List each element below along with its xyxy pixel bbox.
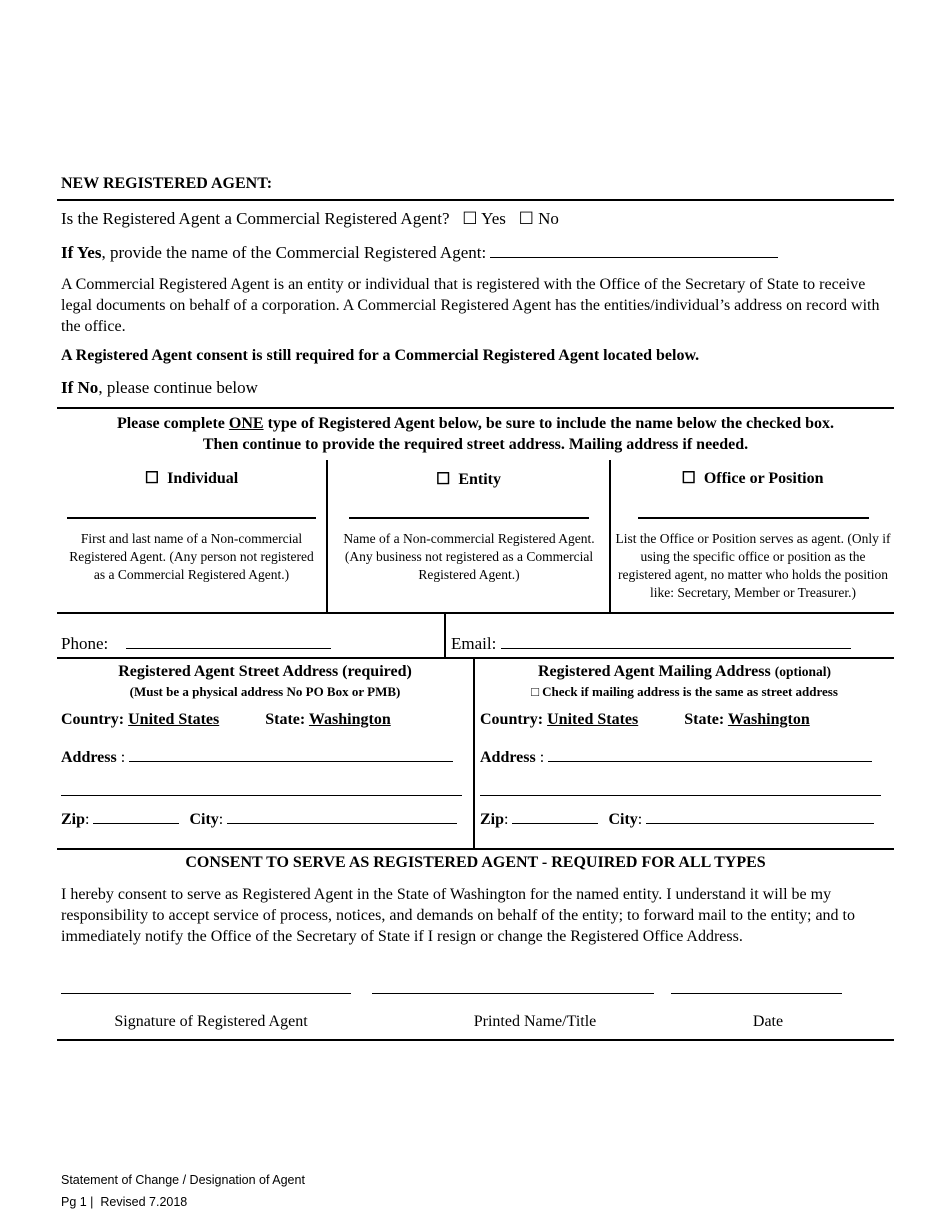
agent-type-office-position[interactable]: [611, 468, 894, 488]
no-label: No: [538, 209, 559, 228]
if-no-bold: If No: [61, 378, 99, 397]
mailing-address-optional: (optional): [774, 664, 831, 679]
mailing-address-title: Registered Agent Mailing Address: [537, 663, 771, 680]
street-address-title: Registered Agent Street Address (required): [118, 663, 412, 680]
mailing-city-label: City: [608, 811, 638, 828]
street-address-line2-field[interactable]: [61, 795, 462, 796]
office-position-checkbox[interactable]: ☐: [681, 470, 696, 487]
mailing-address-label: Address: [480, 749, 536, 766]
instructions-emphasis: ONE: [228, 415, 264, 432]
office-position-label: Office or Position: [703, 470, 824, 487]
commercial-question-text: Is the Registered Agent a Commercial Registered Agent?: [61, 209, 450, 228]
mailing-zip-city-row: Zip: City:: [480, 809, 874, 829]
street-country-state-row: Country: United States State: Washington: [61, 711, 391, 728]
commercial-question: [61, 209, 559, 229]
commercial-agent-description: A Commercial Registered Agent is an entity or individual that is registered with the Office of the Secretary of State to receive legal documents on behalf of a corporation. A Commercial Registered Agent has the entities/individual’s address on record with the office.: [61, 276, 880, 335]
commercial-agent-name-field[interactable]: [490, 243, 778, 258]
mailing-address-title-row: [475, 663, 894, 681]
mailing-same-label: Check if mailing address is the same as street address: [542, 684, 838, 699]
date-field[interactable]: [671, 993, 842, 994]
mailing-country-state-row: Country: United States State: Washington: [480, 711, 810, 728]
street-country-label: Country: [61, 711, 119, 728]
mailing-city-field[interactable]: [646, 809, 874, 824]
street-zip-field[interactable]: [93, 809, 179, 824]
instructions-line2: Then continue to provide the required street address. Mailing address if needed.: [202, 436, 749, 453]
street-zip-label: Zip: [61, 811, 86, 828]
agent-type-entity[interactable]: [328, 469, 609, 489]
mailing-same-row: [475, 684, 894, 700]
mailing-address-row: Address :: [480, 747, 872, 767]
divider: [57, 848, 894, 850]
office-position-description: List the Office or Position serves as agent. (Only if using the specific office or position as the registered agent, no matter who holds the position like: Secretary, Member or Treasurer.): [615, 531, 891, 600]
email-field[interactable]: [501, 634, 851, 649]
signature-field[interactable]: [61, 993, 351, 994]
street-city-field[interactable]: [227, 809, 457, 824]
signature-label: Signature of Registered Agent: [114, 1013, 308, 1030]
divider: [57, 199, 894, 201]
entity-description: Name of a Non-commercial Registered Agent. (Any business not registered as a Commercial Registered Agent.): [343, 531, 595, 582]
instructions: [57, 413, 894, 455]
entity-checkbox[interactable]: ☐: [435, 471, 451, 488]
mailing-zip-field[interactable]: [512, 809, 598, 824]
entity-label: Entity: [458, 471, 501, 488]
street-country-value: United States: [128, 711, 220, 728]
phone-label: Phone:: [61, 634, 109, 653]
office-position-name-field[interactable]: [638, 517, 869, 519]
if-yes-bold: If Yes: [61, 243, 102, 262]
yes-checkbox[interactable]: ☐: [462, 209, 478, 228]
street-zip-city-row: Zip: City:: [61, 809, 457, 829]
divider: [57, 612, 894, 614]
mailing-country-value: United States: [547, 711, 639, 728]
street-state-value: Washington: [308, 711, 391, 728]
if-no-text: , please continue below: [98, 378, 258, 397]
mailing-state-value: Washington: [727, 711, 810, 728]
footer-page: Pg 1 | Revised 7.2018: [61, 1195, 188, 1209]
mailing-country-label: Country: [480, 711, 538, 728]
printed-name-field[interactable]: [372, 993, 654, 994]
phone-field[interactable]: [126, 634, 331, 649]
instructions-line1-pre: Please complete: [116, 415, 229, 432]
printed-name-label: Printed Name/Title: [473, 1013, 597, 1030]
street-address-label: Address: [61, 749, 117, 766]
street-state-label: State: [265, 711, 300, 728]
street-city-label: City: [189, 811, 219, 828]
if-yes-text: , provide the name of the Commercial Registered Agent:: [101, 243, 487, 262]
consent-text: I hereby consent to serve as Registered Agent in the State of Washington for the named entity. I understand it will be my responsibility to accept service of process, notices, and demands on behalf of the entity; to forward mail to the entity; and to immediately notify the Office of the Secretary of State if I resign or change the Registered Office Address.: [61, 886, 855, 945]
individual-label: Individual: [167, 470, 239, 487]
mailing-state-label: State: [684, 711, 719, 728]
street-address-subtitle: (Must be a physical address No PO Box or PMB): [129, 684, 401, 699]
column-divider: [444, 614, 446, 658]
if-no-row: [61, 378, 258, 398]
mailing-zip-label: Zip: [480, 811, 505, 828]
phone-row: [61, 634, 331, 654]
consent-title: CONSENT TO SERVE AS REGISTERED AGENT - REQUIRED FOR ALL TYPES: [185, 854, 766, 871]
street-address-row: Address :: [61, 747, 453, 767]
email-row: [451, 634, 851, 654]
if-yes-row: [61, 243, 778, 263]
consent-note: A Registered Agent consent is still required for a Commercial Registered Agent located below.: [61, 347, 700, 364]
section-heading: NEW REGISTERED AGENT:: [61, 175, 273, 192]
yes-label: Yes: [481, 209, 506, 228]
footer-title: Statement of Change / Designation of Agent: [61, 1173, 305, 1187]
date-label: Date: [752, 1013, 784, 1030]
individual-description: First and last name of a Non-commercial Registered Agent. (Any person not registered as a Commercial Registered Agent.): [69, 531, 314, 582]
no-checkbox[interactable]: ☐: [518, 209, 534, 228]
divider: [57, 407, 894, 409]
agent-type-individual[interactable]: [57, 468, 326, 488]
email-label: Email:: [451, 634, 497, 653]
mailing-address-field[interactable]: [548, 747, 872, 762]
entity-name-field[interactable]: [349, 517, 589, 519]
street-address-field[interactable]: [129, 747, 453, 762]
mailing-address-line2-field[interactable]: [480, 795, 881, 796]
individual-checkbox[interactable]: ☐: [144, 470, 160, 487]
individual-name-field[interactable]: [67, 517, 316, 519]
instructions-line1-post: type of Registered Agent below, be sure to include the name below the checked box.: [263, 415, 835, 432]
divider: [57, 1039, 894, 1041]
divider: [57, 657, 894, 659]
mailing-same-checkbox[interactable]: □: [531, 684, 539, 699]
